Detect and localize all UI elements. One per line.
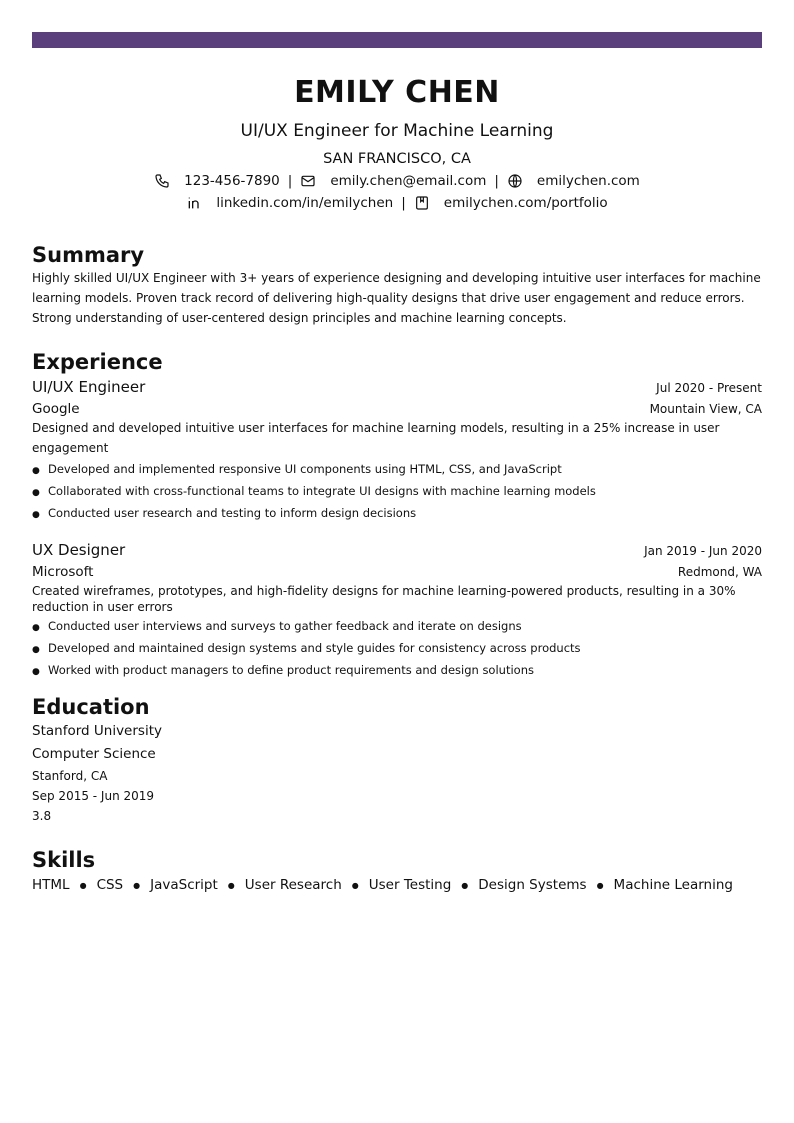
bullet-icon: ● <box>596 880 604 890</box>
list-item: ● Developed and maintained design systems and style guides for consistency across products <box>32 637 762 659</box>
job-dates: Jul 2020 - Present <box>656 381 762 395</box>
job-location: Redmond, WA <box>677 565 762 579</box>
skill-item: User Research <box>244 877 342 893</box>
education-gpa: 3.8 <box>32 809 52 823</box>
job-header <box>32 540 762 560</box>
summary-text: Highly skilled UI/UX Engineer with 3+ years of experience designing and developing intuitive user interfaces for machine learning models. Proven track record of delivering high-quality designs that drive user engagement and reduce errors. Strong understanding of user-centered design principles and machine learning concepts. <box>32 271 761 325</box>
summary-heading: Summary <box>32 243 145 267</box>
skill-item: JavaScript <box>150 877 218 893</box>
skill-item: HTML <box>32 877 70 893</box>
job-entry <box>32 377 762 524</box>
bullet-icon: ● <box>227 880 235 890</box>
bullet-icon: ● <box>79 880 87 890</box>
job-dates: Jan 2019 - Jun 2020 <box>644 544 762 558</box>
skills-list <box>32 877 762 893</box>
job-company: Microsoft <box>32 564 94 580</box>
skill-item: CSS <box>96 877 124 893</box>
job-bullets <box>32 458 762 524</box>
list-item: ● Worked with product managers to define product requirements and design solutions <box>32 659 762 681</box>
skills-heading: Skills <box>32 848 96 872</box>
education-field: Computer Science <box>32 746 156 762</box>
list-item: ● Collaborated with cross-functional teams to integrate UI designs with machine learning models <box>32 480 762 502</box>
job-company: Google <box>32 401 80 417</box>
separator: | <box>401 195 406 211</box>
job-title: UI/UX Engineer <box>32 378 146 396</box>
education-section <box>32 694 762 826</box>
email-icon <box>300 173 316 189</box>
experience-section <box>32 349 762 681</box>
linkedin-link[interactable]: linkedin.com/in/emilychen <box>216 195 394 211</box>
list-item: ● Conducted user research and testing to inform design decisions <box>32 502 762 524</box>
education-school: Stanford University <box>32 723 162 739</box>
list-item: ● Conducted user interviews and surveys to gather feedback and iterate on designs <box>32 615 762 637</box>
experience-heading: Experience <box>32 350 163 374</box>
job-entry <box>32 540 762 681</box>
candidate-title: UI/UX Engineer for Machine Learning <box>240 121 554 141</box>
bullet-icon: ● <box>351 880 359 890</box>
education-heading: Education <box>32 695 150 719</box>
contact-row-secondary <box>32 194 762 212</box>
separator: | <box>287 173 293 189</box>
job-title: UX Designer <box>32 541 126 559</box>
job-description: Created wireframes, prototypes, and high-fidelity designs for machine learning-powered products, resulting in a 30% reduction in user errors <box>32 584 736 614</box>
job-location: Mountain View, CA <box>649 402 762 416</box>
phone-link[interactable]: 123-456-7890 <box>184 173 280 189</box>
separator: | <box>494 173 499 189</box>
education-dates: Sep 2015 - Jun 2019 <box>32 789 155 803</box>
skill-item: User Testing <box>368 877 452 893</box>
website-link[interactable]: emilychen.com <box>536 173 640 189</box>
job-bullets <box>32 615 762 681</box>
portfolio-icon <box>414 195 430 211</box>
candidate-location: SAN FRANCISCO, CA <box>323 151 471 167</box>
candidate-name: EMILY CHEN <box>294 75 500 110</box>
globe-icon <box>507 173 523 189</box>
education-location: Stanford, CA <box>32 769 108 783</box>
job-company-row <box>32 401 762 417</box>
bullet-icon: ● <box>133 880 141 890</box>
resume-header <box>32 74 762 212</box>
list-item: ● Developed and implemented responsive UI components using HTML, CSS, and JavaScript <box>32 458 762 480</box>
skill-item: Machine Learning <box>613 877 733 893</box>
linkedin-icon <box>186 195 202 211</box>
portfolio-link[interactable]: emilychen.com/portfolio <box>443 195 608 211</box>
job-header <box>32 377 762 397</box>
accent-bar <box>32 32 762 48</box>
job-company-row <box>32 564 762 580</box>
phone-icon <box>154 173 170 189</box>
job-description: Designed and developed intuitive user interfaces for machine learning models, resulting in a 25% increase in user engagement <box>32 421 720 455</box>
summary-section <box>32 242 762 328</box>
skill-item: Design Systems <box>478 877 587 893</box>
skills-section <box>32 847 762 893</box>
contact-row-primary <box>32 172 762 190</box>
email-link[interactable]: emily.chen@email.com <box>330 173 487 189</box>
bullet-icon: ● <box>461 880 469 890</box>
